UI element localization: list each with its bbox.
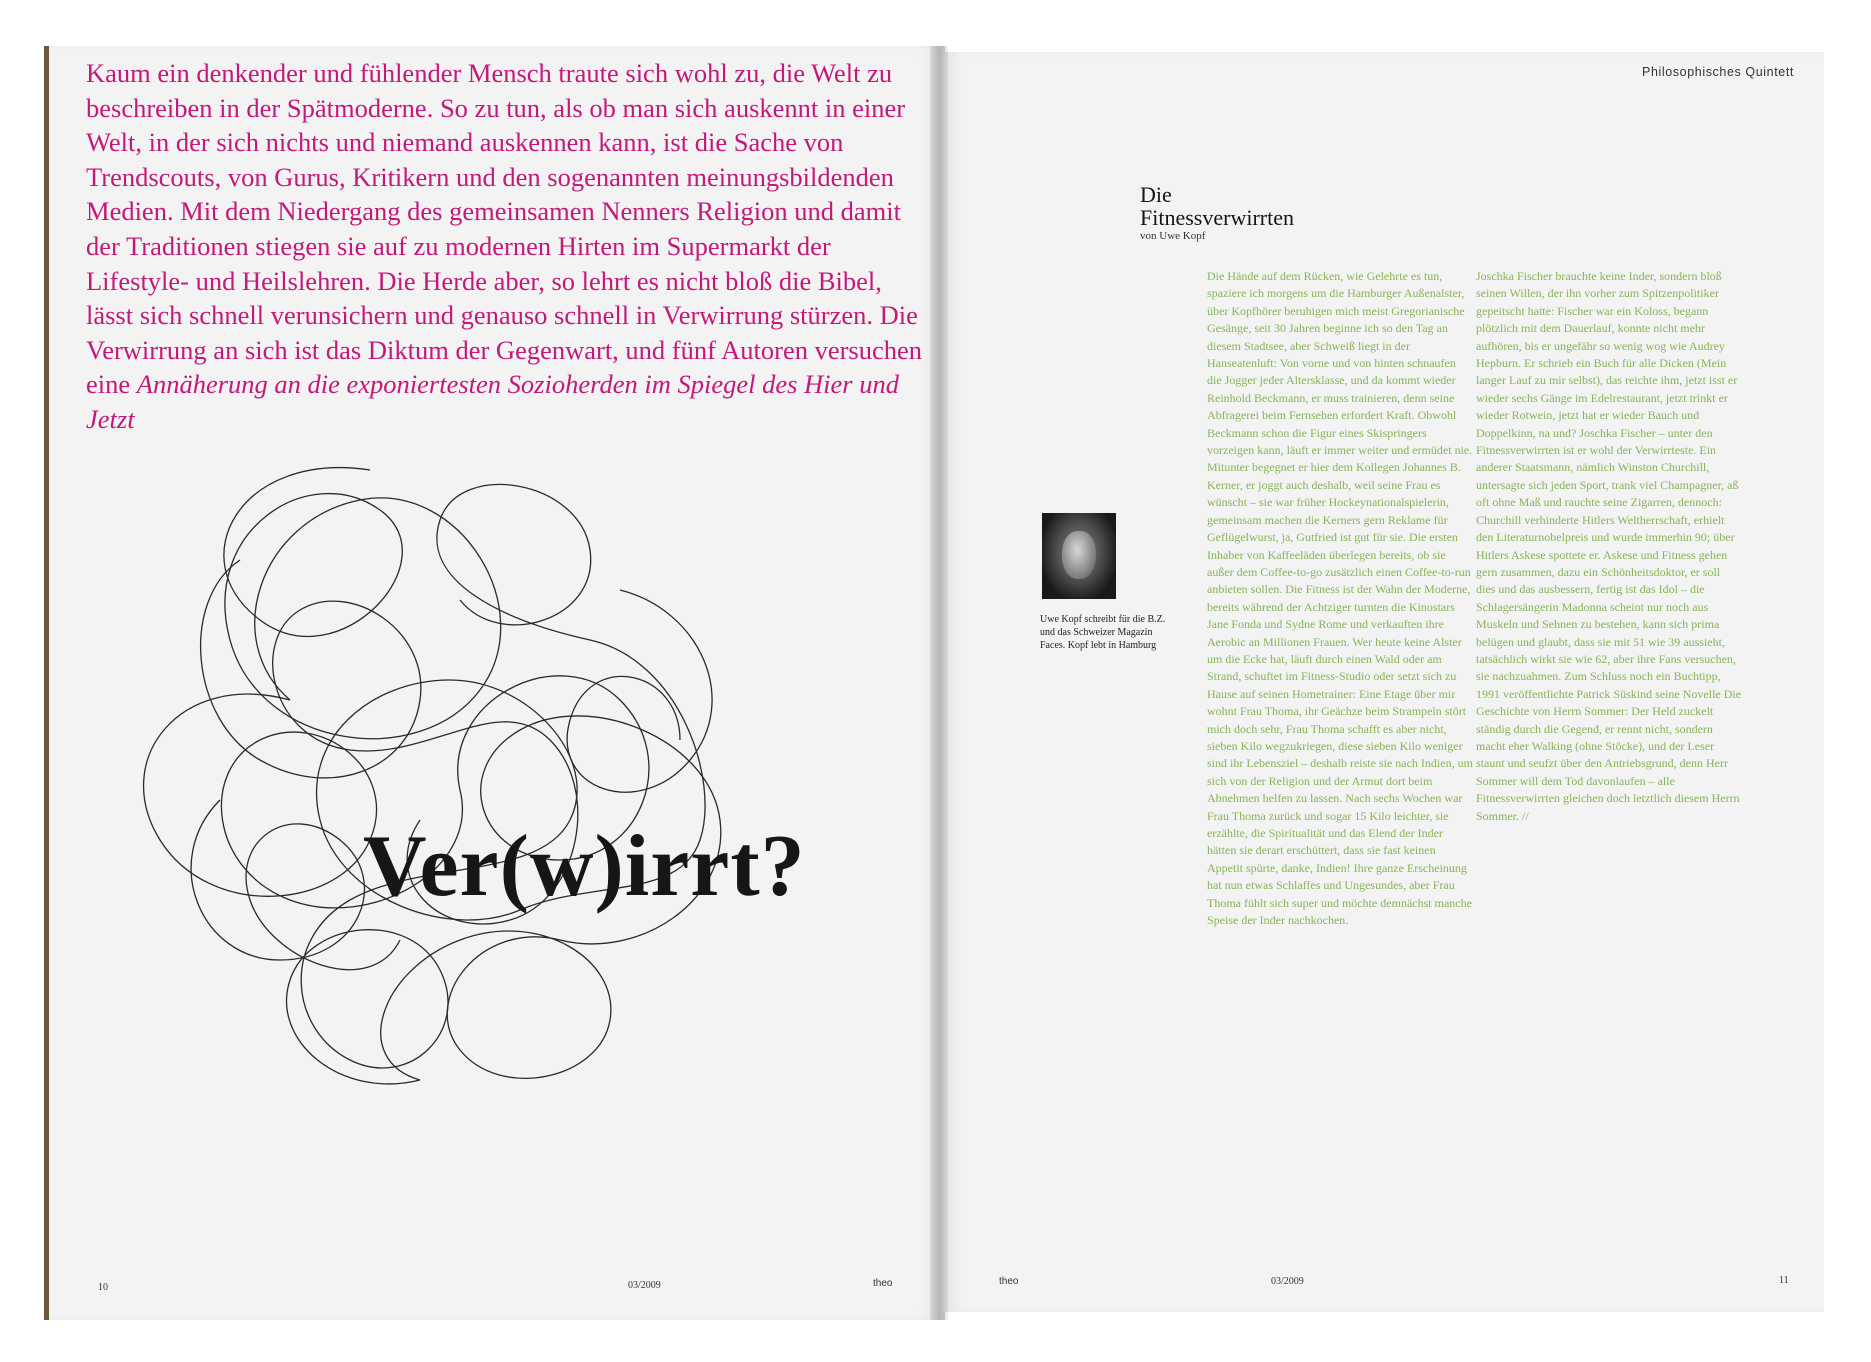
article-column-2: Joschka Fischer brauchte keine Inder, sondern bloß seinen Willen, der ihn vorher zum Spitzenpolitiker gepeitscht hatte: Fischer war ein Koloss, begann plötzlich mit dem Dauerlauf, konnte nicht mehr aufhören, bis er ungefähr so wenig wog wie Audrey Hepburn. Er schrieb ein Buch für alle Dicken (Mein langer Lauf zu mir selbst), das reichte ihm, jetzt isst er wieder sechs Gänge im Edelrestaurant, jetzt trinkt er wieder Rotwein, jetzt hat er wieder Bauch und Doppelkinn, na und? Joschka Fischer – unter den Fitnessverwirrten ist er wohl der Verwirrteste. Ein anderer Staatsmann, nämlich Winston Churchill, untersagte sich jeden Sport, trank viel Champagner, aß oft ohne Maß und rauchte seine Zigarren, dennoch: Churchill verhinderte Hitlers Weltherrschaft, erhielt den Literaturnobelpreis und wurde immerhin 90; über Hitlers Askese spottete er. Askese und Fitness gehen gern zusammen, dazu ein Schönheitsdoktor, er soll dies und das ausbessern, fertig ist das Idol – die Schlagersängerin Madonna scheint nur noch aus Muskeln und Sehnen zu bestehen, kann sich prima belügen und glaubt, dass sie mit 51 wie 39 aussieht, tatsächlich wirkt sie wie 62, aber ihre Fans versuchen, sie nachzuahmen. Zum Schluss noch ein Buchtipp, 1991 veröffentlichte Patrick Süskind seine Novelle Die Geschichte von Herrn Sommer: Der Held zuckelt ständig durch die Gegend, er rennt nicht, sondern macht eher Walking (ohne Stöcke), und der Leser staunt und seufzt über den Antriebsgrund, denn Herr Sommer will dem Tod davonlaufen – alle Fitnessverwirrten gleichen doch letztlich diesem Herrn Sommer. // — [1476, 269, 1742, 823]
portrait-caption: Uwe Kopf schreibt für die B.Z. und das Schweizer Magazin Faces. Kopf lebt in Hamburg — [1040, 614, 1166, 651]
magazine-name-left: theo — [873, 1278, 893, 1289]
article-title-line2: Fitnessverwirrten — [1140, 205, 1294, 230]
article-column-1: Die Hände auf dem Rücken, wie Gelehrte es tun, spaziere ich morgens um die Hamburger Außenalster, über Kopfhörer beruhigen mich meist Gregorianische Gesänge, seit 30 Jahren beginne ich so den Tag an diesem Stadtsee, aber Schweiß liegt in der Hanseatenluft: Von vorne und von hinten schnaufen die Jogger jeder Altersklasse, und da kommt wieder Reinhold Beckmann, er muss trainieren, denn seine Abfragerei beim Fernsehen erfordert Kraft. Obwohl Beckmann schon die Figur eines Skispringers vorzeigen kann, läuft er immer weiter und ermüdet nie. Mitunter begegnet er hier dem Kollegen Johannes B. Kerner, er joggt auch deshalb, weil seine Frau es wünscht – sie war früher Hockeynationalspielerin, gemeinsam machen die Kerners gern Reklame für Geflügelwurst, ja, Gutfried ist gut für sie. Die ersten Inhaber von Kaffeeläden überlegen bereits, ob sie außer dem Coffee-to-go zusätzlich einen Coffee-to-run anbieten sollen. Die Fitness ist der Wahn der Moderne, bereits während der Achtziger turnten die Kinostars Jane Fonda und Sydne Rome und verkauften ihre Aerobic an Millionen Frauen. Wer heute keine Alster um die Ecke hat, läuft durch einen Wald oder am Strand, schuftet im Fitness-Studio oder setzt sich zu Hause auf seinen Hometrainer: Eine Etage über mir wohnt Frau Thoma, ihr Geächze beim Strampeln stört mich doch sehr, Frau Thoma schafft es aber nicht, sieben Kilo wegzukriegen, diese sieben Kilo weniger sind ihr Lebensziel – deshalb reiste sie nach Indien, um sich von der Religion und der Armut dort beim Abnehmen helfen zu lassen. Nach sechs Wochen war Frau Thoma zurück und sogar 15 Kilo leichter, sie erzählte, die Spiritualität und das Elend der Inder hätten sie derart erschüttert, dass sie fast keinen Appetit spürte, danke, Indien! Ihre ganze Erscheinung hat nun etwas Schlaffes und Ungesundes, aber Frau Thoma fühlt sich super und möchte demnächst manche Speise der Inder nachkochen. — [1207, 269, 1473, 928]
article-title — [1140, 183, 1294, 229]
scribble-illustration — [120, 440, 800, 1100]
magazine-name-right: theo — [999, 1276, 1019, 1287]
intro-text: Kaum ein denkender und fühlender Mensch traute sich wohl zu, die Welt zu beschreiben in der Spätmoderne. So zu tun, als ob man sich auskennt in einer Welt, in der sich nichts und niemand auskennen kann, ist die Sache von Trendscouts, von Gurus, Kritikern und den sogenannten meinungsbildenden Medien. Mit dem Niedergang des gemeinsamen Nenners Religion und damit der Traditionen stiegen sie auf zu modernen Hirten im Supermarkt der Lifestyle- und Heilslehren. Die Herde aber, so lehrt es nicht bloß die Bibel, lässt sich schnell verunsichern und genauso schnell in Verwirrung stürzen. Die Verwirrung an sich ist das Diktum der Gegenwart, und fünf Autoren versuchen eine — [86, 58, 923, 400]
issue-date-left: 03/2009 — [628, 1280, 661, 1291]
section-header: Philosophisches Quintett — [1642, 65, 1794, 79]
byline: von Uwe Kopf — [1140, 230, 1206, 242]
intro-italic: Annäherung an die exponiertesten Sozioherden im Spiegel des Hier und Jetzt — [86, 369, 899, 434]
portrait-face — [1062, 531, 1096, 579]
article-title-line1: Die — [1140, 182, 1172, 207]
page-number-right: 11 — [1779, 1275, 1789, 1286]
author-portrait — [1042, 513, 1116, 599]
issue-date-right: 03/2009 — [1271, 1276, 1304, 1287]
main-title: Ver(w)irrt? — [363, 818, 806, 915]
intro-paragraph — [86, 56, 926, 437]
spine-gutter — [930, 46, 948, 1320]
page-number-left: 10 — [98, 1282, 108, 1293]
